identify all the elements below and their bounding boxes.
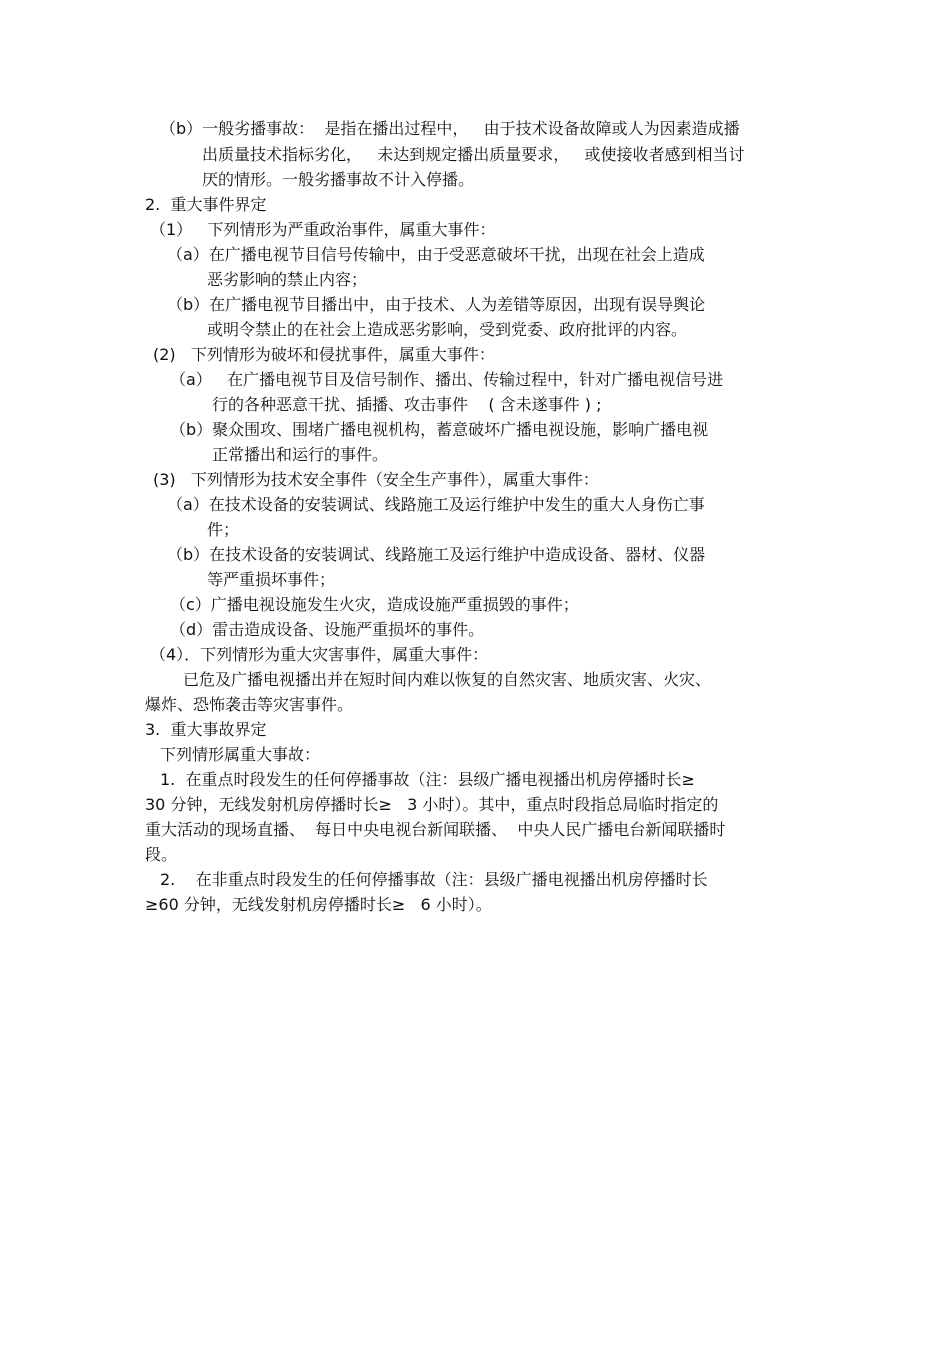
text-line: 段。 (145, 845, 178, 864)
text-line: （a）在技术设备的安装调试、线路施工及运行维护中发生的重大人身伤亡事 (167, 495, 705, 514)
text-line: （a） 在广播电视节目及信号制作、播出、传输过程中，针对广播电视信号进 (170, 370, 724, 389)
text-line: （b）聚众围攻、围堵广播电视机构，蓄意破坏广播电视设施，影响广播电视 (170, 420, 709, 439)
text-line: 爆炸、恐怖袭击等灾害事件。 (145, 695, 354, 714)
text-line: (2) 下列情形为破坏和侵扰事件，属重大事件： (153, 345, 495, 364)
text-line: （b）在广播电视节目播出中，由于技术、人为差错等原因，出现有误导舆论 (167, 295, 706, 314)
section-heading: 2. 重大事件界定 (145, 195, 267, 214)
text-line: 下列情形属重大事故： (160, 745, 321, 764)
text-line: （b）一般劣播事故： 是指在播出过程中， 由于技术设备故障或人为因素造成播 (160, 119, 740, 138)
text-line: 等严重损坏事件； (207, 570, 336, 589)
section-heading: 3. 重大事故界定 (145, 720, 267, 739)
text-line: ≥60 分钟，无线发射机房停播时长≥ 6 小时）。 (145, 895, 492, 914)
text-line: 或明令禁止的在社会上造成恶劣影响，受到党委、政府批评的内容。 (207, 320, 688, 339)
text-line: 行的各种恶意干扰、插播、攻击事件 ( 含未遂事件 ) ; (212, 395, 602, 414)
text-line: （c）广播电视设施发生火灾，造成设施严重损毁的事件； (170, 595, 579, 614)
text-line: 2. 在非重点时段发生的任何停播事故（注：县级广播电视播出机房停播时长 (160, 870, 708, 889)
text-line: （b）在技术设备的安装调试、线路施工及运行维护中造成设备、器材、仪器 (167, 545, 706, 564)
text-line: 出质量技术指标劣化， 未达到规定播出质量要求， 或使接收者感到相当讨 (202, 145, 745, 164)
text-line: 厌的情形。一般劣播事故不计入停播。 (202, 170, 475, 189)
text-line: 恶劣影响的禁止内容； (207, 270, 368, 289)
text-line: 件； (207, 520, 240, 539)
text-line: 1. 在重点时段发生的任何停播事故（注：县级广播电视播出机房停播时长≥ (160, 770, 695, 789)
text-line: （a）在广播电视节目信号传输中，由于受恶意破坏干扰，出现在社会上造成 (167, 245, 705, 264)
text-line: 重大活动的现场直播、 每日中央电视台新闻联播、 中央人民广播电台新闻联播时 (145, 820, 726, 839)
text-line: 30 分钟，无线发射机房停播时长≥ 3 小时）。其中，重点时段指总局临时指定的 (145, 795, 719, 814)
text-line: 正常播出和运行的事件。 (212, 445, 389, 464)
text-line: (3) 下列情形为技术安全事件（安全生产事件），属重大事件： (153, 470, 599, 489)
text-line: （4）．下列情形为重大灾害事件，属重大事件： (150, 645, 489, 664)
text-line: （1） 下列情形为严重政治事件，属重大事件： (150, 220, 496, 239)
text-line: 已危及广播电视播出并在短时间内难以恢复的自然灾害、地质灾害、火灾、 (183, 670, 712, 689)
text-line: （d）雷击造成设备、设施严重损坏的事件。 (170, 620, 485, 639)
